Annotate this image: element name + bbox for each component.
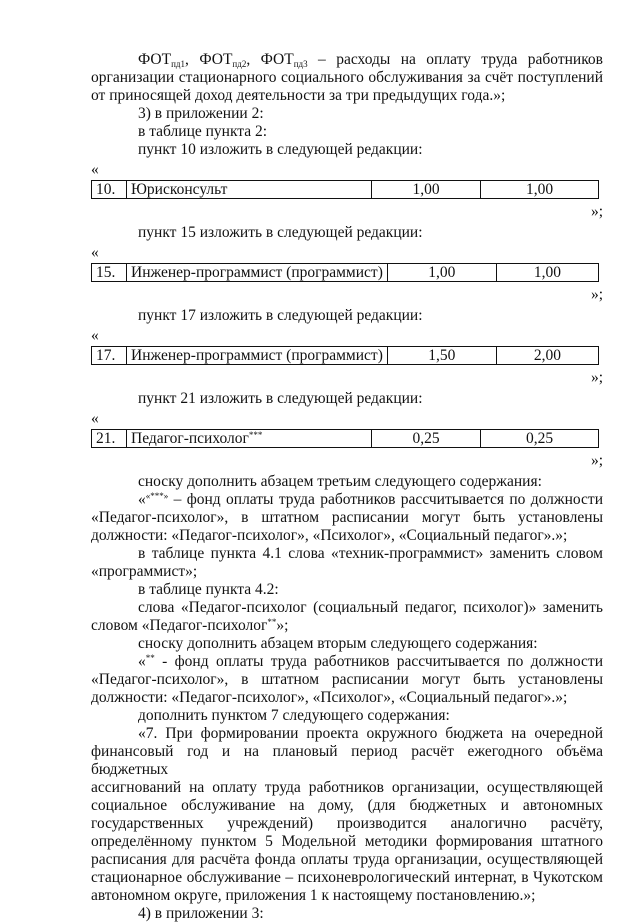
fot-definition-line3: от приносящей доход деятельности за три предыдущих года.»; [91,87,506,104]
row-instruction: пункт 21 изложить в следующей редакции: [138,390,423,407]
point7-line: «7. При формировании проекта окружного бюджета на очередной [138,725,603,742]
row-value-2: 1,00 [496,264,598,282]
point7-intro: дополнить пунктом 7 следующего содержания: [138,707,450,724]
footnote3-intro: сноску дополнить абзацем третьим следующего содержания: [138,473,542,490]
point7-line: определённому пунктом 5 Модельной методики формирования штатного [91,833,603,850]
point7-line: стационарное обслуживание – психоневрологический интернат, в Чукотском [91,869,603,886]
footnote2-line2: «Педагог-психолог», в штатном расписании могут быть установлены [91,671,603,688]
point7-line: государственных учреждений) производится аналогично расчёту, [91,815,603,832]
appendix2-heading: 3) в приложении 2: [138,105,264,122]
row-value-1: 1,00 [387,264,496,282]
row-number: 15. [92,264,127,282]
row-position-title: Инженер-программист (программист) [127,347,388,365]
close-quote: »; [590,369,603,386]
row-value-1: 1,00 [372,181,481,199]
table41-line1: в таблице пункта 4.1 слова «техник-программист» заменить словом [138,545,603,562]
appendix3-heading: 4) в приложении 3: [138,905,264,922]
row-number: 17. [92,347,127,365]
table-row [91,346,599,365]
open-quote: « [91,327,99,344]
table-row [91,429,599,448]
point7-last-line: автономном округе, приложения 1 к настоящему постановлению.»; [91,887,536,904]
table42-line1: слова «Педагог-психолог (социальный педагог, психолог)» заменить [138,599,603,616]
row-value-2: 2,00 [496,347,598,365]
close-quote: »; [590,452,603,469]
table41-line2: «программист»; [91,563,198,580]
table42-line2: словом «Педагог-психолог**»; [91,617,289,634]
row-number: 10. [92,181,127,199]
row-instruction: пункт 17 изложить в следующей редакции: [138,307,423,324]
table42-heading: в таблице пункта 4.2: [138,581,279,598]
row-value-2: 1,00 [481,181,599,199]
point7-line: социальное обслуживание на дому, (для бюджетных и автономных [91,797,603,814]
row-instruction: пункт 10 изложить в следующей редакции: [138,141,423,158]
open-quote: « [91,410,99,427]
footnote2-intro: сноску дополнить абзацем вторым следующего содержания: [138,635,538,652]
row-value-2: 0,25 [481,430,599,448]
table-row [91,263,599,282]
point7-line: расписания для расчёта фонда оплаты труда организации, осуществляющей [91,851,603,868]
point7-line: финансовый год и на плановый период расчёт ежегодного объёма бюджетных [91,743,603,778]
row-instruction: пункт 15 изложить в следующей редакции: [138,224,423,241]
row-position-title: Инженер-программист (программист) [127,264,388,282]
row-value-1: 1,50 [387,347,496,365]
footnote-mark: *** [248,430,263,440]
row-number: 21. [92,430,127,448]
table-row [91,180,599,199]
footnote2-line1: «** - фонд оплаты труда работников рассчитывается по должности [138,653,603,670]
open-quote: « [91,244,99,261]
footnote2-line3: должности: «Педагог-психолог», «Психолог», «Социальный педагог».»; [91,689,568,706]
footnote3-line3: должности: «Педагог-психолог», «Психолог», «Социальный педагог».»; [91,527,568,544]
close-quote: »; [590,203,603,220]
open-quote: « [91,161,99,178]
footnote3-line1: ««***» – фонд оплаты труда работников рассчитывается по должности [138,491,604,508]
row-position-title: Педагог-психолог*** [127,430,372,448]
close-quote: »; [590,286,603,303]
row-value-1: 0,25 [372,430,481,448]
fot-definition-line1: $ФОТ_{пд1}$, $ФОТ_{пд2}$, $ФОТ_{пд3}$ – расходы на оплату труда работников [138,51,604,69]
table2-heading: в таблице пункта 2: [138,123,268,140]
footnote3-line2: «Педагог-психолог», в штатном расписании могут быть установлены [91,509,603,526]
point7-line: ассигнований на оплату труда работников организации, осуществляющей [91,779,603,796]
fot-definition-line2: организации стационарного социального обслуживания за счёт поступлений [91,69,603,86]
document-page [91,51,603,923]
row-position-title: Юрисконсульт [127,181,372,199]
